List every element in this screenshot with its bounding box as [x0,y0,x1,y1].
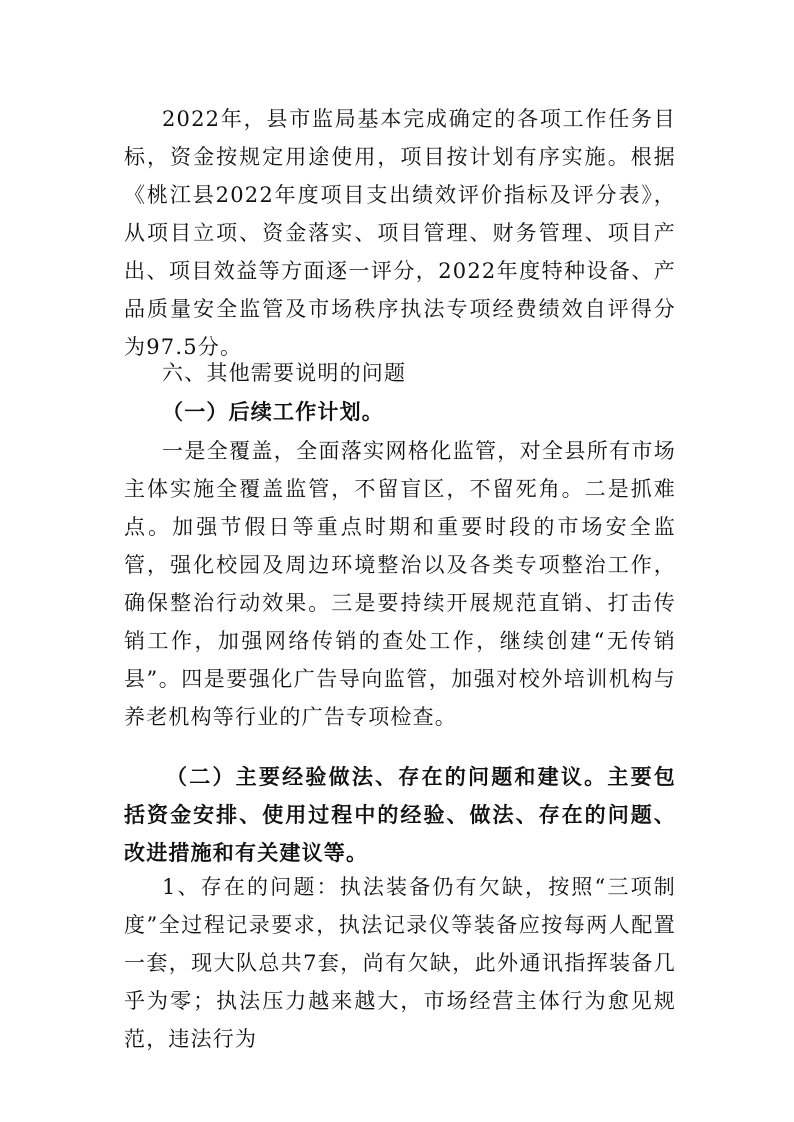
paragraph-experience-problems: （二）主要经验做法、存在的问题和建议。主要包括资金安排、使用过程中的经验、做法、存在的问题、改进措施和有关建议等。 [124,764,676,865]
subheading-follow-up-plan: （一）后续工作计划。 [162,399,384,424]
paragraph-performance-summary: 2022年，县市监局基本完成确定的各项工作任务目标，资金按规定用途使用，项目按计划有序实施。根据《桃江县2022年度项目支出绩效评价指标及评分表》，从项目立项、资金落实、项目管理、财务管理、项目产出、项目效益等方面逐一评分，2022年度特种设备、产品质量安全监管及市场秩序执法专项经费绩效自评得分为97.5分。 [124,107,676,359]
section-heading-other-issues: 六、其他需要说明的问题 [162,361,407,385]
paragraph-work-plan: 一是全覆盖，全面落实网格化监管，对全县所有市场主体实施全覆盖监管，不留盲区，不留死角。二是抓难点。加强节假日等重点时期和重要时段的市场安全监管，强化校园及周边环境整治以及各类专项整治工作，确保整治行动效果。三是要持续开展规范直销、打击传销工作，加强网络传销的查处工作，继续创建“无传销县”。四是要强化广告导向监管，加强对校外培训机构与养老机构等行业的广告专项检查。 [124,439,676,729]
paragraph-existing-problems: 1、存在的问题：执法装备仍有欠缺，按照“三项制度”全过程记录要求，执法记录仪等装备应按每两人配置一套，现大队总共7套，尚有欠缺，此外通讯指挥装备几乎为零；执法压力越来越大，市场经营主体行为愈见规范，违法行为 [124,875,676,1051]
